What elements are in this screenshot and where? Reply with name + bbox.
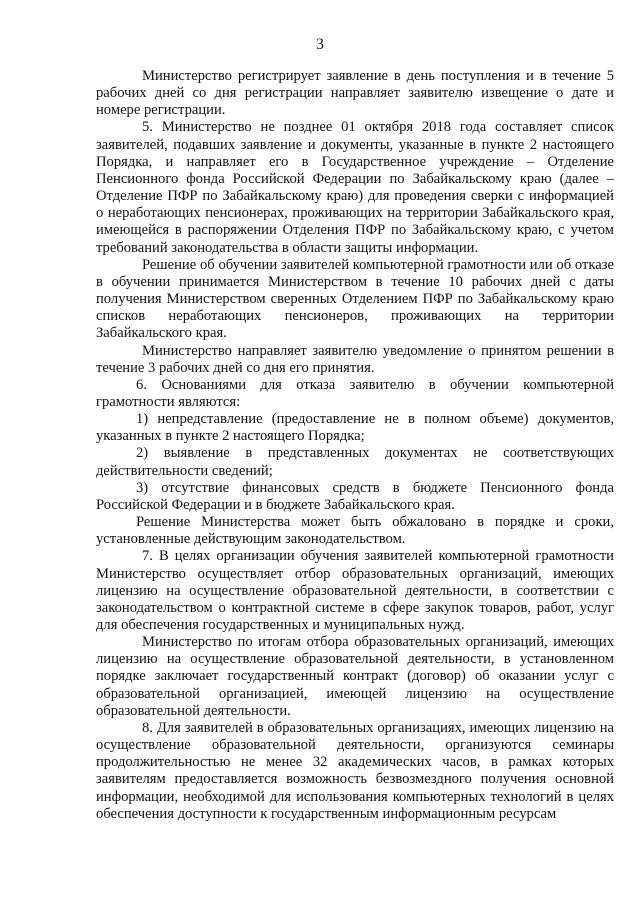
page-number: 3 <box>316 36 324 53</box>
paragraph-registration: Министерство регистрирует заявление в день поступления и в течение 5 рабочих дней со дня регистрации направляет заявителю извещение о дате и номере регистрации. <box>96 68 614 119</box>
paragraph-training-decision: Решение об обучении заявителей компьютерной грамотности или об отказе в обучении принимается Министерством в течение 10 рабочих дней с даты получения Министерством сверенных Отделением ПФР по Забайкальскому краю списков неработающих пенсионеров, проживающих на территории Забайкальского края. <box>96 256 614 342</box>
paragraph-appeal: Решение Министерства может быть обжаловано в порядке и сроки, установленные действующим законодательством. <box>96 514 614 548</box>
paragraph-item-7: 7. В целях организации обучения заявителей компьютерной грамотности Министерство осуществляет отбор образовательных организаций, имеющих лицензию на осуществление образовательной деятельности, в соответствии с законодательством о контрактной системе в сфере закупок товаров, работ, услуг для обеспечения государственных и муниципальных нужд. <box>96 548 614 633</box>
document-body <box>96 68 614 823</box>
paragraph-refusal-1: 1) непредставление (предоставление не в полном объеме) документов, указанных в пункте 2 настоящего Порядка; <box>96 411 614 445</box>
paragraph-refusal-3: 3) отсутствие финансовых средств в бюджете Пенсионного фонда Российской Федерации и в бюджете Забайкальского края. <box>96 479 614 513</box>
paragraph-contract: Министерство по итогам отбора образовательных организаций, имеющих лицензию на осуществление образовательной деятельности, в установленном порядке заключает государственный контракт (договор) об оказании услуг с образовательной организацией, имеющей лицензию на осуществление образовательной деятельности. <box>96 634 614 719</box>
paragraph-refusal-2: 2) выявление в представленных документах не соответствующих действительности сведений; <box>96 445 614 479</box>
paragraph-item-5: 5. Министерство не позднее 01 октября 2018 года составляет список заявителей, подавших заявление и документы, указанные в пункте 2 настоящего Порядка, и направляет его в Государственное учреждение – Отделение Пенсионного фонда Российской Федерации по Забайкальскому краю (далее – Отделение ПФР по Забайкальскому краю) для проведения сверки с информацией о неработающих пенсионерах, проживающих на территории Забайкальского края, имеющейся в распоряжении Отделения ПФР по Забайкальскому краю, с учетом требований законодательства в области защиты информации. <box>96 119 614 256</box>
paragraph-item-6: 6. Основаниями для отказа заявителю в обучении компьютерной грамотности являются: <box>96 376 614 410</box>
paragraph-item-8: 8. Для заявителей в образовательных организациях, имеющих лицензию на осуществление образовательной деятельности, организуются семинары продолжительностью не менее 32 академических часов, в рамках которых заявителям предоставляется возможность безвозмездного получения основной информации, необходимой для использования компьютерных технологий в целях обеспечения доступности к государственным информационным ресурсам <box>96 719 614 822</box>
paragraph-notification: Министерство направляет заявителю уведомление о принятом решении в течение 3 рабочих дней со дня его принятия. <box>96 342 614 376</box>
